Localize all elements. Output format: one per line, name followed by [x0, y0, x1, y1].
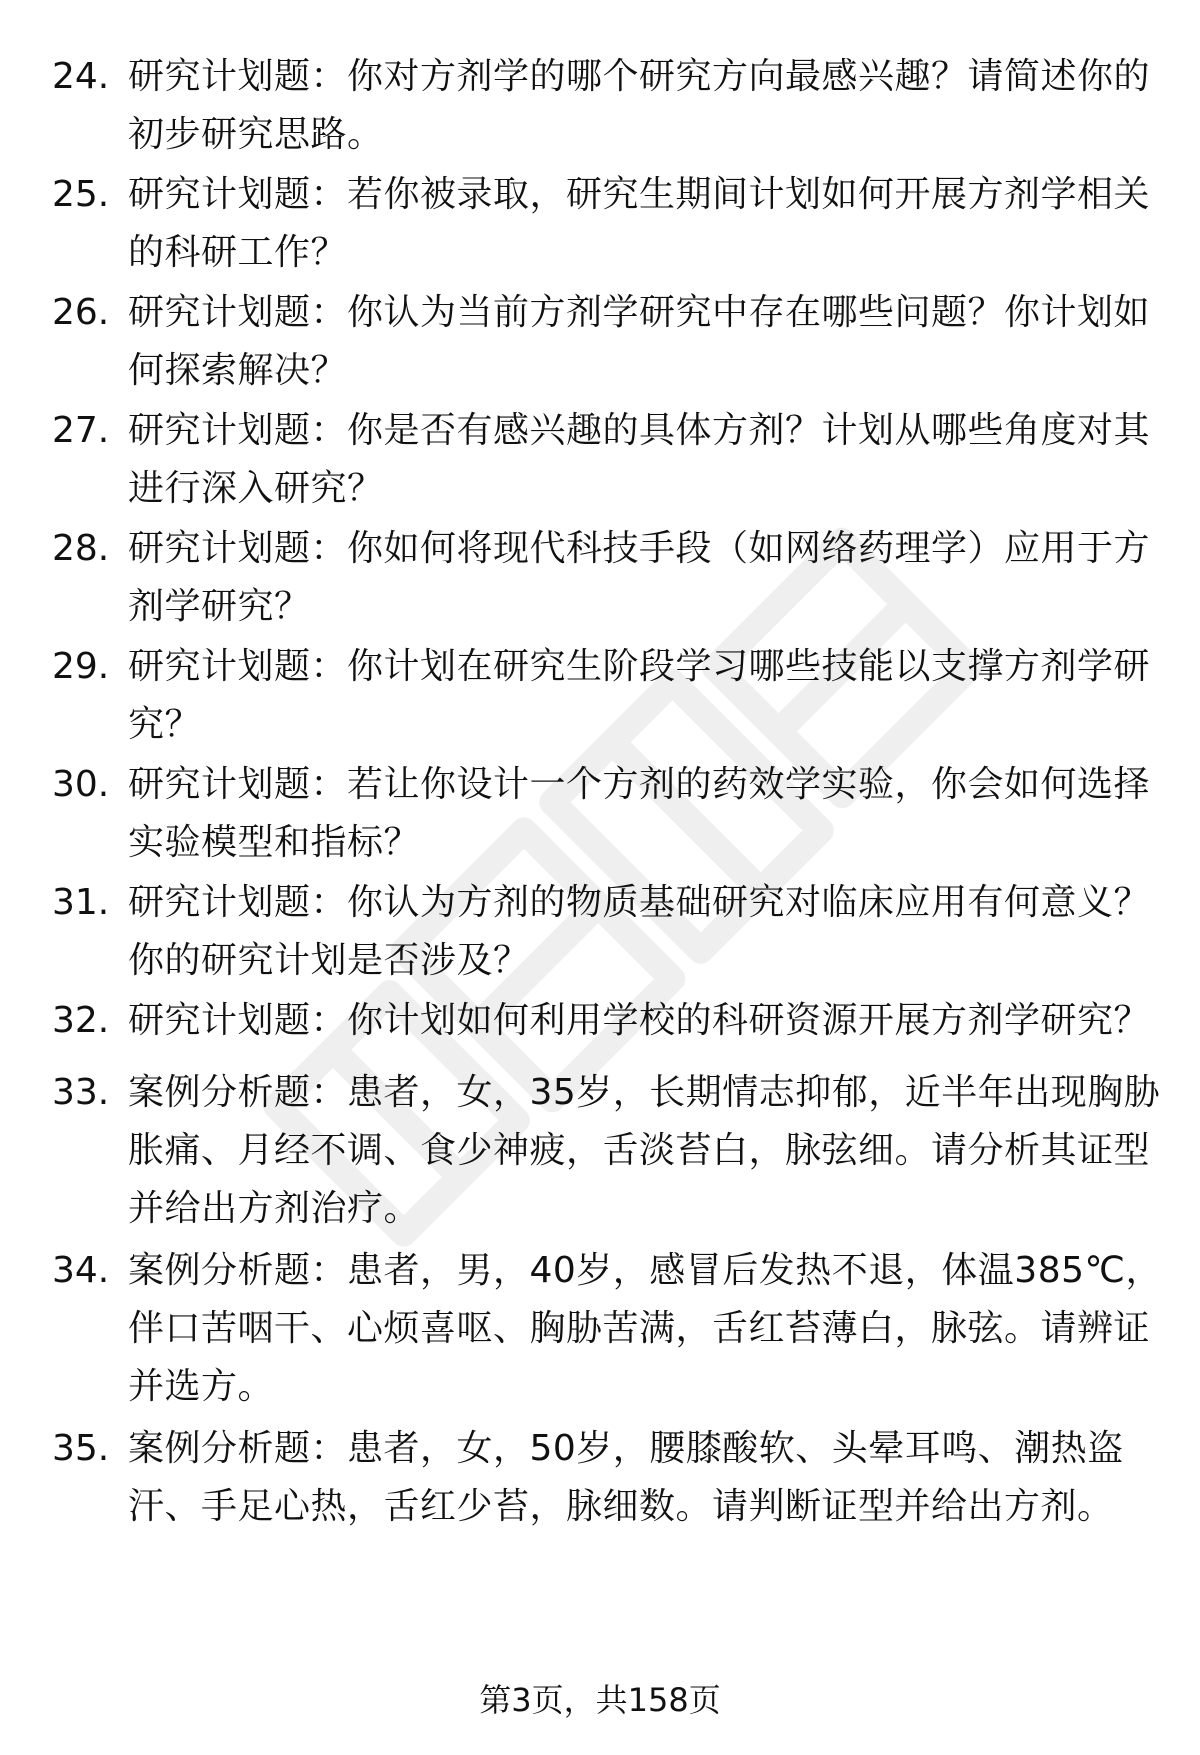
question-number: 32. — [52, 1000, 110, 1041]
question-text — [128, 402, 1151, 518]
question-number: 26. — [52, 292, 110, 333]
question-number: 33. — [52, 1072, 110, 1113]
question-number: 29. — [52, 646, 110, 687]
question-line: 并给出方剂治疗。 — [128, 1188, 421, 1229]
question-number: 35. — [52, 1428, 110, 1469]
question-line: 研究计划题：若你被录取，研究生期间计划如何开展方剂学相关 — [128, 174, 1151, 215]
question-text — [128, 992, 1151, 1050]
question-line: 初步研究思路。 — [128, 114, 384, 155]
question-line: 研究计划题：你计划如何利用学校的科研资源开展方剂学研究？ — [128, 1000, 1151, 1041]
question-text — [128, 166, 1151, 282]
question-line: 胀痛、月经不调、食少神疲，舌淡苔白，脉弦细。请分析其证型 — [128, 1130, 1151, 1171]
question-line: 研究计划题：你是否有感兴趣的具体方剂？计划从哪些角度对其 — [128, 410, 1151, 451]
question-line: 研究计划题：你认为方剂的物质基础研究对临床应用有何意义？ — [128, 882, 1151, 923]
question-text — [128, 1420, 1148, 1536]
question-line: 案例分析题：患者，男，40岁，感冒后发热不退，体温385℃， — [128, 1250, 1162, 1291]
question-line: 何探索解决？ — [128, 350, 348, 391]
question-number: 27. — [52, 410, 110, 451]
question-number: 24. — [52, 56, 110, 97]
question-line: 汗、手足心热，舌红少苔，脉细数。请判断证型并给出方剂。 — [128, 1486, 1114, 1527]
question-number: 28. — [52, 528, 110, 569]
question-text — [128, 48, 1151, 164]
question-line: 案例分析题：患者，女，35岁，长期情志抑郁，近半年出现胸胁 — [128, 1072, 1161, 1113]
question-line: 究？ — [128, 704, 202, 745]
question-line: 实验模型和指标？ — [128, 822, 421, 863]
question-line: 研究计划题：若让你设计一个方剂的药效学实验，你会如何选择 — [128, 764, 1151, 805]
question-number: 30. — [52, 764, 110, 805]
question-line: 的科研工作？ — [128, 232, 348, 273]
question-text — [128, 638, 1151, 754]
page-number-footer: 第3页，共158页 — [479, 1681, 721, 1719]
question-line: 案例分析题：患者，女，50岁，腰膝酸软、头晕耳鸣、潮热盗 — [128, 1428, 1124, 1469]
question-text — [128, 874, 1151, 990]
question-line: 你的研究计划是否涉及？ — [128, 940, 530, 981]
question-number: 34. — [52, 1250, 110, 1291]
question-text — [128, 1242, 1162, 1416]
question-text — [128, 756, 1151, 872]
question-line: 研究计划题：你计划在研究生阶段学习哪些技能以支撑方剂学研 — [128, 646, 1151, 687]
question-line: 并选方。 — [128, 1366, 275, 1407]
question-text — [128, 1064, 1161, 1238]
question-line: 伴口苦咽干、心烦喜呕、胸胁苦满，舌红苔薄白，脉弦。请辨证 — [128, 1308, 1151, 1349]
question-text — [128, 520, 1151, 636]
question-line: 研究计划题：你对方剂学的哪个研究方向最感兴趣？请简述你的 — [128, 56, 1151, 97]
question-number: 25. — [52, 174, 110, 215]
question-line: 研究计划题：你认为当前方剂学研究中存在哪些问题？你计划如 — [128, 292, 1151, 333]
question-number: 31. — [52, 882, 110, 923]
question-line: 进行深入研究？ — [128, 468, 384, 509]
question-line: 研究计划题：你如何将现代科技手段（如网络药理学）应用于方 — [128, 528, 1151, 569]
question-text — [128, 284, 1151, 400]
question-line: 剂学研究？ — [128, 586, 311, 627]
